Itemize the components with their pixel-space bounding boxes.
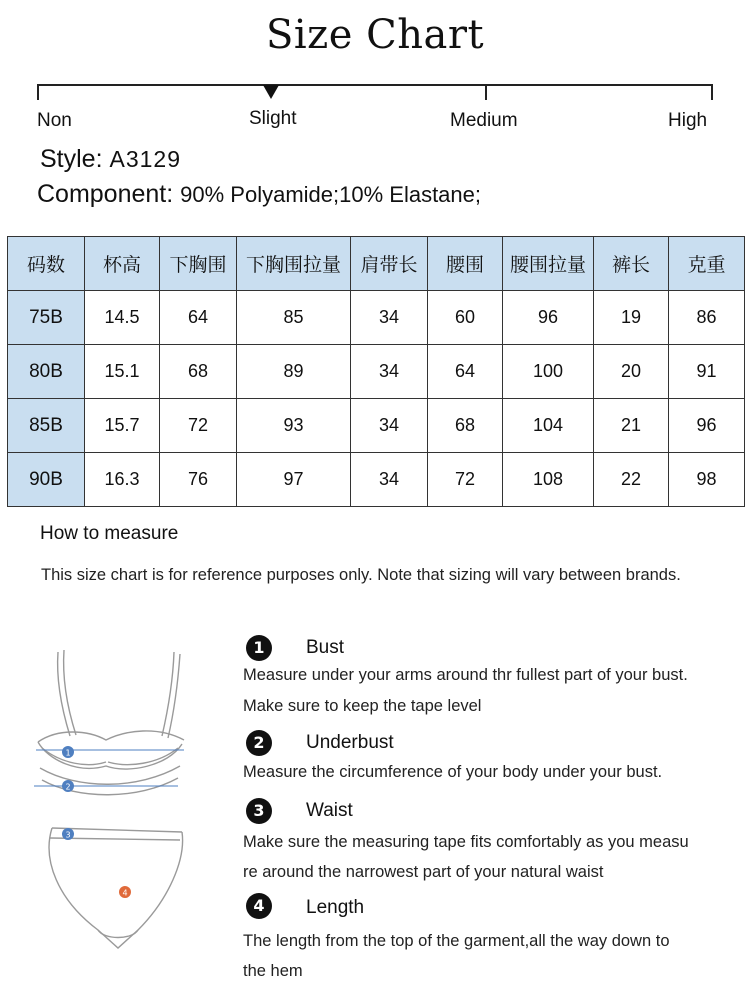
step-desc: Measure the circumference of your body under your bust. xyxy=(243,763,663,781)
step-desc: re around the narrowest part of your natural waist xyxy=(243,863,604,881)
step-number-icon: 4 xyxy=(246,893,272,919)
table-cell: 68 xyxy=(160,345,237,399)
table-header: 杯高 xyxy=(85,237,160,291)
underbust-marker-label: 2 xyxy=(65,782,71,792)
scale-tick-non xyxy=(37,84,39,100)
scale-label-high: High xyxy=(668,110,708,131)
table-cell: 64 xyxy=(428,345,503,399)
table-row xyxy=(8,291,745,345)
table-cell-size: 75B xyxy=(8,291,85,345)
garment-illustration xyxy=(28,640,188,970)
scale-pointer-icon xyxy=(263,85,279,99)
step-number-icon: 1 xyxy=(246,635,272,661)
table-header: 腰围 xyxy=(428,237,503,291)
component-value: 90% Polyamide;10% Elastane; xyxy=(180,182,482,207)
scale-tick-medium xyxy=(485,84,487,100)
table-cell: 72 xyxy=(160,399,237,453)
table-cell: 20 xyxy=(594,345,669,399)
table-cell: 98 xyxy=(669,453,745,507)
table-header: 克重 xyxy=(669,237,745,291)
table-cell: 72 xyxy=(428,453,503,507)
scale-label-non: Non xyxy=(37,110,72,131)
scale-line xyxy=(37,84,713,86)
how-to-measure-title: How to measure xyxy=(40,523,179,544)
table-cell: 34 xyxy=(351,345,428,399)
step-heading: Underbust xyxy=(306,732,394,753)
table-cell: 85 xyxy=(237,291,351,345)
table-cell: 60 xyxy=(428,291,503,345)
length-marker-label: 4 xyxy=(122,888,128,898)
table-cell-size: 90B xyxy=(8,453,85,507)
table-header: 肩带长 xyxy=(351,237,428,291)
table-cell: 19 xyxy=(594,291,669,345)
size-table xyxy=(7,236,745,507)
table-header: 腰围拉量 xyxy=(503,237,594,291)
table-cell: 104 xyxy=(503,399,594,453)
waist-marker-label: 3 xyxy=(65,830,71,840)
table-cell: 86 xyxy=(669,291,745,345)
table-cell: 93 xyxy=(237,399,351,453)
table-cell: 97 xyxy=(237,453,351,507)
table-cell: 108 xyxy=(503,453,594,507)
table-cell-size: 80B xyxy=(8,345,85,399)
table-cell: 22 xyxy=(594,453,669,507)
step-desc: The length from the top of the garment,all the way down to xyxy=(243,932,670,950)
style-value: A3129 xyxy=(109,146,181,172)
scale-tick-high xyxy=(711,84,713,100)
table-cell: 34 xyxy=(351,291,428,345)
bust-marker-label: 1 xyxy=(65,748,71,758)
table-cell: 76 xyxy=(160,453,237,507)
step-number-icon: 2 xyxy=(246,730,272,756)
how-to-measure-note: This size chart is for reference purposes only. Note that sizing will vary between brands. xyxy=(41,566,681,584)
table-cell: 16.3 xyxy=(85,453,160,507)
stretch-scale xyxy=(37,84,713,102)
table-cell: 64 xyxy=(160,291,237,345)
table-cell: 100 xyxy=(503,345,594,399)
step-number-icon: 3 xyxy=(246,798,272,824)
scale-label-slight: Slight xyxy=(249,108,297,129)
component-label: Component: xyxy=(37,180,174,208)
table-cell: 68 xyxy=(428,399,503,453)
table-cell: 91 xyxy=(669,345,745,399)
step-desc: Measure under your arms around thr fullest part of your bust. xyxy=(243,666,688,684)
table-header: 下胸围拉量 xyxy=(237,237,351,291)
table-cell: 34 xyxy=(351,399,428,453)
scale-label-medium: Medium xyxy=(450,110,518,131)
table-cell: 15.7 xyxy=(85,399,160,453)
table-cell: 15.1 xyxy=(85,345,160,399)
step-heading: Bust xyxy=(306,637,345,658)
step-desc: Make sure to keep the tape level xyxy=(243,697,482,715)
table-header: 下胸围 xyxy=(160,237,237,291)
style-label: Style: xyxy=(40,145,103,173)
right-strap xyxy=(162,652,174,736)
table-header: 码数 xyxy=(8,237,85,291)
step-desc: Make sure the measuring tape fits comfortably as you measu xyxy=(243,833,689,851)
page-title: Size Chart xyxy=(265,12,485,58)
table-header-row xyxy=(8,237,745,291)
table-cell: 21 xyxy=(594,399,669,453)
step-desc: the hem xyxy=(243,962,303,980)
table-cell: 14.5 xyxy=(85,291,160,345)
table-row xyxy=(8,345,745,399)
table-cell: 96 xyxy=(669,399,745,453)
step-heading: Length xyxy=(306,897,365,918)
style-line xyxy=(40,145,181,174)
table-cell: 96 xyxy=(503,291,594,345)
table-header: 裤长 xyxy=(594,237,669,291)
component-line xyxy=(37,180,481,209)
table-row xyxy=(8,399,745,453)
table-cell: 89 xyxy=(237,345,351,399)
step-heading: Waist xyxy=(306,800,353,821)
table-cell: 34 xyxy=(351,453,428,507)
table-cell-size: 85B xyxy=(8,399,85,453)
table-row xyxy=(8,453,745,507)
